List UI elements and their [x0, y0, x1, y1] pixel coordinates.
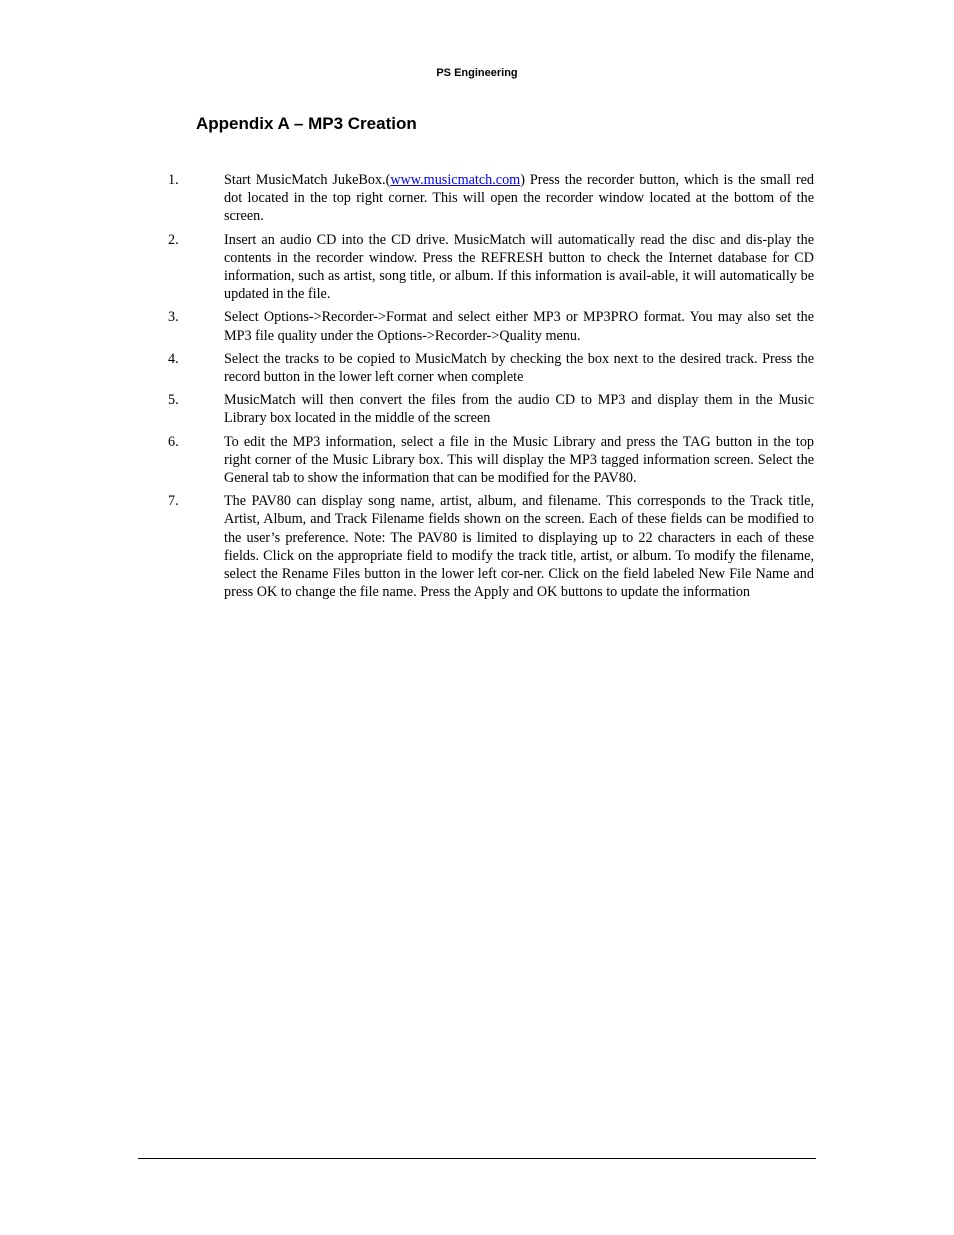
step-text: Select Options->Recorder->Format and select either MP3 or MP3PRO format. You may also set the MP3 file quality under the Options->Recorder->Quality menu. — [224, 309, 814, 344]
list-item — [168, 231, 814, 304]
step-number: 3. — [168, 309, 179, 326]
footer-divider — [138, 1158, 816, 1159]
list-item — [168, 492, 814, 601]
step-number: 4. — [168, 350, 179, 367]
step-text: MusicMatch will then convert the files from the audio CD to MP3 and display them in the Music Library box located in the middle of the screen — [224, 392, 814, 427]
list-item — [168, 308, 814, 344]
list-item — [168, 171, 814, 226]
step-number: 2. — [168, 231, 179, 248]
musicmatch-link[interactable]: www.musicmatch.com — [390, 172, 521, 188]
appendix-title: Appendix A – MP3 Creation — [196, 114, 417, 133]
step-number: 7. — [168, 493, 179, 510]
list-item — [168, 433, 814, 488]
step-text: The PAV80 can display song name, artist, album, and filename. This corresponds to the Track title, Artist, Album, and Track Filename fields shown on the screen. Each of these fields can be modified to the user’s preference. Note: The PAV80 is limited to displaying up to 22 characters in each of these fields. Click on the appropriate field to modify the track title, artist, or album. To modify the filename, select the Rename Files button in the lower left cor-ner. Click on the field labeled New File Name and press OK to change the file name. Press the Apply and OK buttons to update the information — [224, 493, 814, 601]
step-number: 5. — [168, 392, 179, 409]
step-text-before-link: Start MusicMatch JukeBox.( — [224, 172, 391, 188]
step-text: Insert an audio CD into the CD drive. MusicMatch will automatically read the disc and dis-play the contents in the recorder window. Press the REFRESH button to check the Internet database for CD information, such as artist, song title, or album. If this information is avail-able, it will automatically be updated in the file. — [224, 231, 814, 303]
step-text: To edit the MP3 information, select a file in the Music Library and press the TAG button in the top right corner of the Music Library box. This will display the MP3 tagged information screen. Select the General tab to show the information that can be modified for the PAV80. — [224, 433, 814, 487]
step-number: 6. — [168, 433, 179, 450]
step-text: Select the tracks to be copied to MusicMatch by checking the box next to the desired track. Press the record button in the lower left corner when complete — [224, 350, 814, 386]
step-number: 1. — [168, 172, 179, 188]
list-item — [168, 350, 814, 386]
step-text — [224, 171, 814, 226]
page-header: PS Engineering — [436, 67, 518, 79]
step-text-after-link: ) Press the recorder button, which is the small red dot located in the top right corner. This will open the recorder window located at the bottom of the screen. — [224, 172, 815, 225]
list-item — [168, 391, 814, 427]
instruction-list — [168, 171, 814, 606]
